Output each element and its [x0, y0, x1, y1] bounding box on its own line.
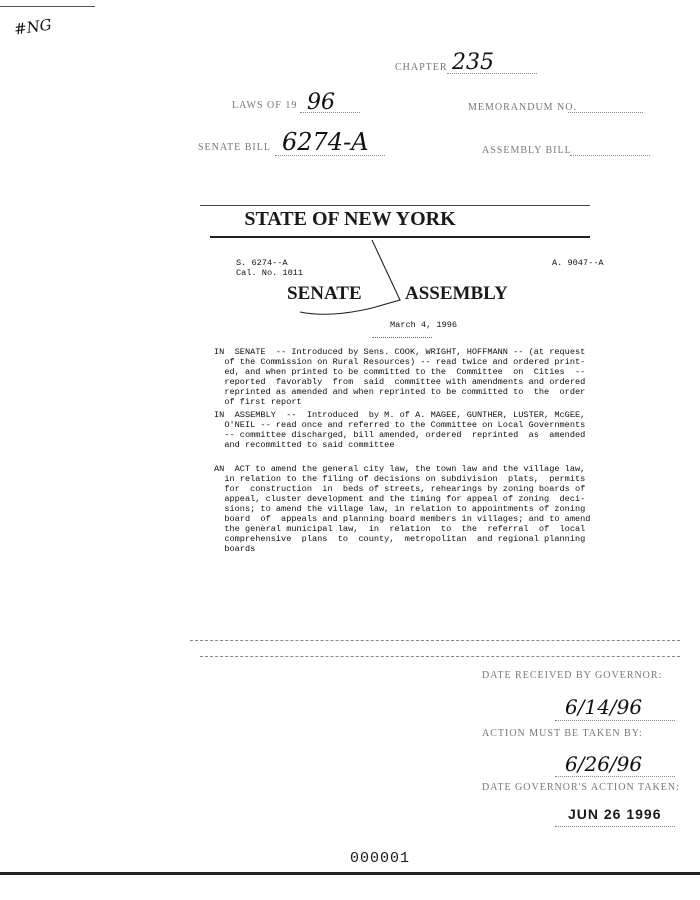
assembly-paragraph — [214, 410, 585, 450]
senate-number: S. 6274--A — [236, 258, 288, 268]
text-line: reprinted as amended and when reprinted to be committed to the order — [214, 387, 586, 397]
corner-note: #NG — [12, 15, 53, 39]
text-line: for construction in beds of streets, rehearings by zoning boards of — [214, 484, 586, 494]
senate-bill-label: SENATE BILL — [198, 142, 271, 153]
senate-paragraph — [214, 347, 585, 407]
text-line: -- committee discharged, bill amended, ordered reprinted as amended — [214, 430, 586, 440]
action-must-value: 6/26/96 — [565, 752, 643, 776]
act-paragraph — [214, 464, 590, 554]
text-line: IN ASSEMBLY -- Introduced by M. of A. MAGEE, GUNTHER, LUSTER, McGEE, — [214, 410, 586, 420]
text-line: appeal, cluster development and the timing for appeal of zoning deci- — [214, 494, 586, 504]
date-rule — [372, 337, 432, 338]
bottom-rule — [0, 872, 700, 875]
text-line: IN SENATE -- Introduced by Sens. COOK, WRIGHT, HOFFMANN -- (at request — [214, 347, 586, 357]
date-received-line — [555, 720, 675, 721]
text-line: and recommitted to said committee — [214, 440, 395, 450]
text-line: boards — [214, 544, 256, 554]
governor-action-label: DATE GOVERNOR'S ACTION TAKEN: — [482, 782, 680, 793]
laws-value: 96 — [307, 90, 335, 115]
text-line: reported favorably from said committee with amendments and ordered — [214, 377, 586, 387]
chapter-label: CHAPTER — [395, 62, 448, 73]
footer-rule-2 — [200, 656, 680, 657]
chamber-title-right: ASSEMBLY — [405, 283, 508, 304]
text-line: O'NEIL -- read once and referred to the Committee on Local Governments — [214, 420, 586, 430]
action-must-line — [555, 776, 675, 777]
footer-rule-1 — [190, 640, 680, 641]
text-line: in relation to the filing of decisions on subdivision plats, permits — [214, 474, 586, 484]
page-number: 000001 — [349, 850, 410, 867]
cal-no: Cal. No. 1011 — [236, 268, 304, 278]
state-title: STATE OF NEW YORK — [244, 208, 456, 230]
senate-bill-value: 6274-A — [282, 128, 369, 156]
memorandum-label: MEMORANDUM NO. — [468, 102, 578, 113]
assembly-number: A. 9047--A — [552, 258, 604, 268]
text-line: of first report — [214, 397, 302, 407]
text-line: of the Commission on Rural Resources) -- read twice and ordered print- — [214, 357, 586, 367]
governor-action-value: JUN 26 1996 — [568, 806, 662, 822]
action-must-label: ACTION MUST BE TAKEN BY: — [482, 728, 643, 739]
chamber-title-left: SENATE — [287, 283, 362, 304]
text-line: AN ACT to amend the general city law, the town law and the village law, — [214, 464, 586, 474]
text-line: the general municipal law, in relation to the referral of local — [214, 524, 586, 534]
date-received-label: DATE RECEIVED BY GOVERNOR: — [482, 670, 663, 681]
text-line: comprehensive plans to county, metropolitan and regional planning — [214, 534, 586, 544]
bill-date: March 4, 1996 — [390, 320, 458, 330]
assembly-bill-label: ASSEMBLY BILL — [482, 145, 572, 156]
text-line: board of appeals and planning board members in villages; and to amend — [214, 514, 591, 524]
chapter-value: 235 — [452, 50, 494, 75]
text-line: sions; to amend the village law, in relation to appointments of zoning — [214, 504, 586, 514]
laws-label: LAWS OF 19 — [232, 100, 298, 111]
governor-action-line — [555, 826, 675, 827]
text-line: ed, and when printed to be committed to the Committee on Cities -- — [214, 367, 586, 377]
date-received-value: 6/14/96 — [565, 695, 643, 719]
